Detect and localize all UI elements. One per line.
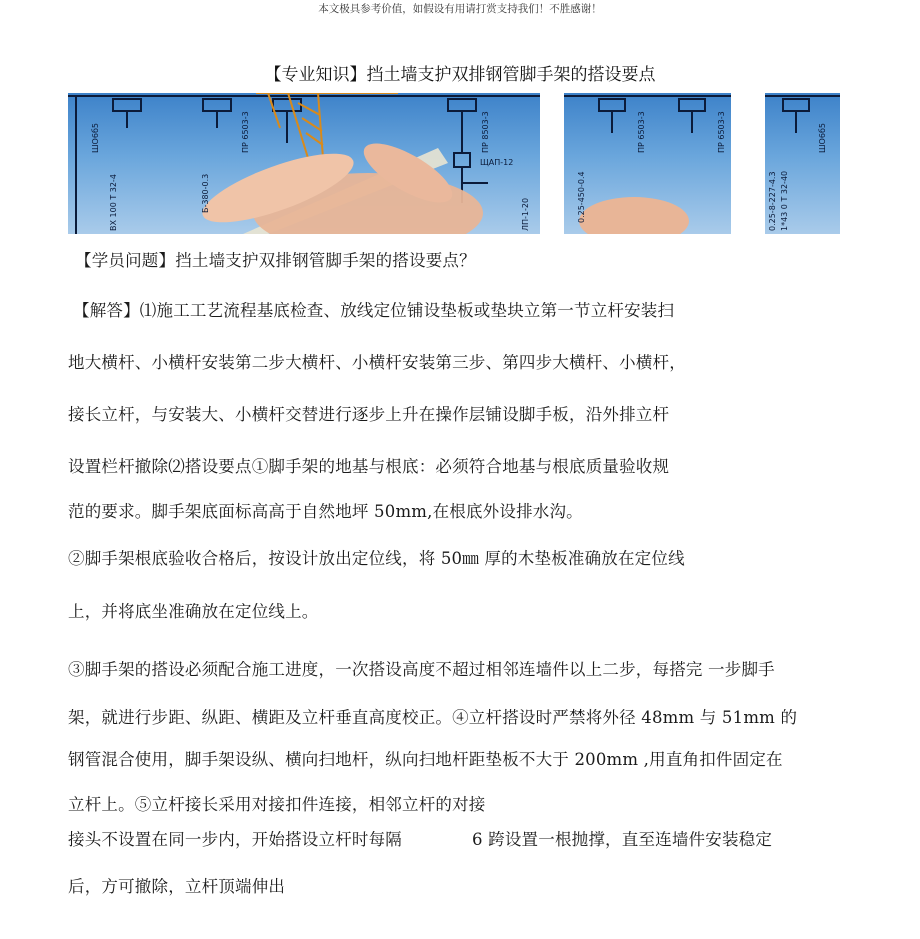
answer-line-right: 6 跨设置一根抛撑，直至连墙件安装稳定: [472, 830, 773, 849]
answer-line: ③脚手架的搭设必须配合施工进度，一次搭设高度不超过相邻连墙件以上二步，每搭完 一步脚手: [68, 660, 775, 679]
document-title: 【专业知识】挡土墙支护双排钢管脚手架的搭设要点: [264, 65, 656, 85]
question-line: 【学员问题】挡土墙支护双排钢管脚手架的搭设要点？: [75, 251, 476, 270]
blueprint-image-right: [765, 93, 840, 234]
answer-line: ②脚手架根底验收合格后，按设计放出定位线，将 50㎜ 厚的木垫板准确放在定位线: [68, 549, 685, 568]
answer-line-left: 接头不设置在同一步内，开始搭设立杆时每隔: [68, 830, 402, 849]
answer-line: 后，方可撤除，立杆顶端伸出: [68, 877, 286, 896]
blueprint-crane-image: [68, 93, 540, 234]
answer-line: 地大横杆、小横杆安装第二步大横杆、小横杆安装第三步、第四步大横杆、小横杆，: [68, 353, 686, 372]
answer-line: 设置栏杆撤除⑵搭设要点①脚手架的地基与根底：必须符合地基与根底质量验收规: [68, 457, 670, 476]
answer-line: 【解答】⑴施工工艺流程基底检查、放线定位铺设垫板或垫块立第一节立杆安装扫: [73, 301, 675, 320]
image-label: ВХ 100 Т 32-4: [109, 174, 118, 231]
image-label: ПР 6503-3: [717, 111, 726, 153]
answer-line: 立杆上。⑤立杆接长采用对接扣件连接，相邻立杆的对接: [68, 795, 486, 814]
image-label: ЩАП-12: [480, 158, 514, 167]
answer-line: 上，并将底坐准确放在定位线上。: [68, 602, 319, 621]
image-label: ШО6б5: [91, 123, 100, 153]
image-label: 0.25-450-0.4: [577, 171, 586, 223]
image-label: ШО6б5: [818, 123, 827, 153]
answer-line: 架，就进行步距、纵距、横距及立杆垂直高度校正。④立杆搭设时严禁将外径 48mm 与 51mm 的: [68, 708, 798, 727]
image-label: 1*43 0 Т 32-40: [780, 170, 789, 231]
image-label: Б-380-0.3: [201, 173, 210, 213]
image-label: ПР 6503-3: [637, 111, 646, 153]
image-label: ПР 8503-3: [481, 111, 490, 153]
image-label: 0.25-8-227-4.3: [768, 171, 777, 231]
answer-line: 接长立杆，与安装大、小横杆交替进行逐步上升在操作层铺设脚手板，沿外排立杆: [68, 405, 670, 424]
header-note: 本文极具参考价值，如假设有用请打赏支持我们！不胜感谢！: [318, 3, 602, 15]
image-label: ПР 6503-3: [241, 111, 250, 153]
image-label: ЛП-1-20: [521, 197, 530, 231]
answer-line: 范的要求。脚手架底面标高高于自然地坪 50mm,在根底外设排水沟。: [68, 502, 583, 521]
blueprint-image-middle: [564, 93, 731, 234]
answer-line: 钢管混合使用，脚手架设纵、横向扫地杆，纵向扫地杆距垫板不大于 200mm ,用直角扣件固定在: [68, 750, 783, 769]
